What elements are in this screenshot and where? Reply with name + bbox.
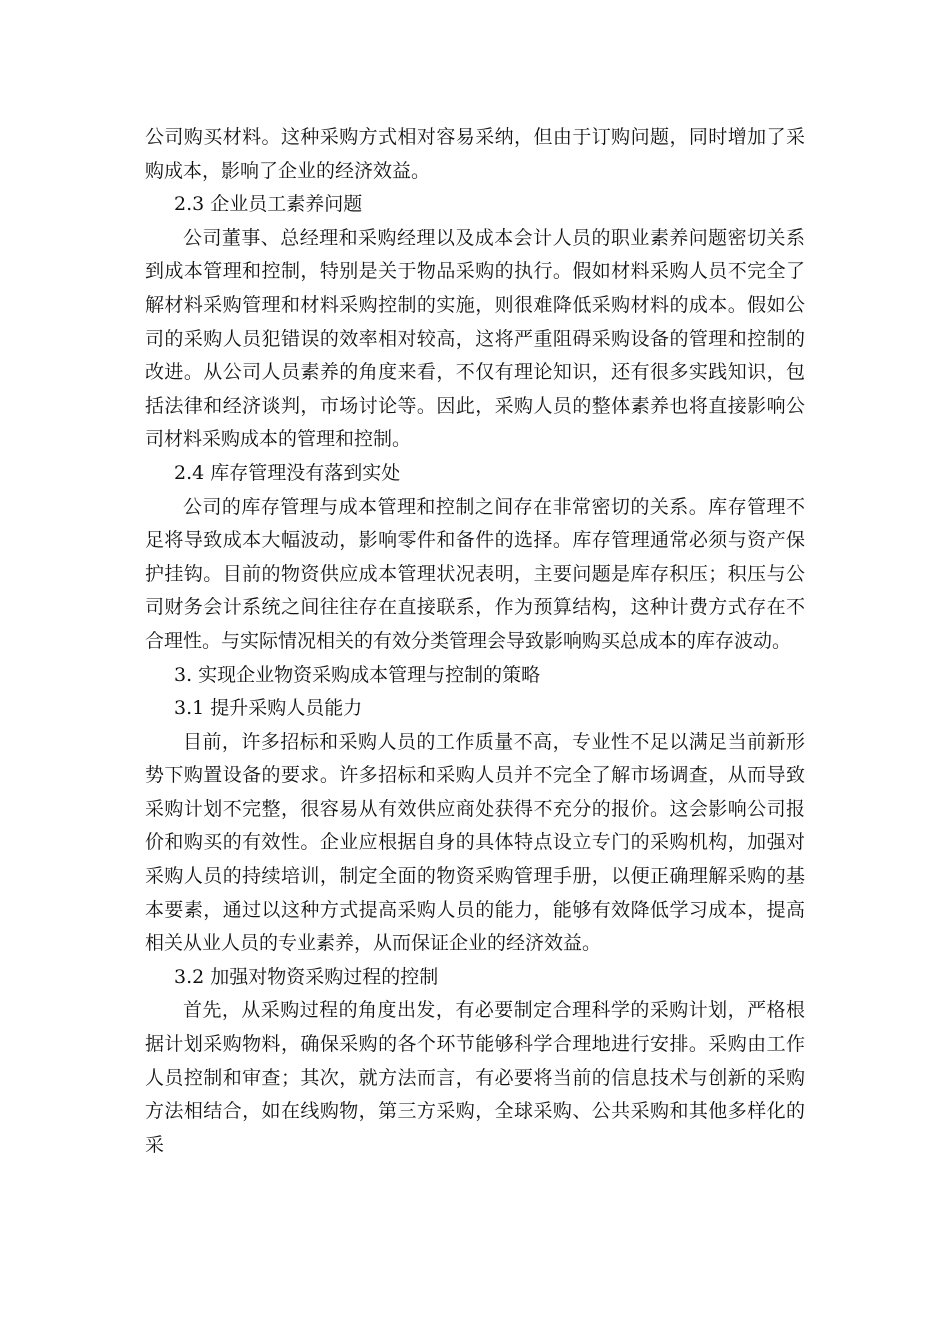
document-body (145, 121, 805, 1162)
paragraph-employee-quality: 公司董事、总经理和采购经理以及成本会计人员的职业素养问题密切关系到成本管理和控制，特别是关于物品采购的执行。假如材料采购人员不完全了解材料采购管理和材料采购控制的实施，则很难降低采购材料的成本。假如公司的采购人员犯错误的效率相对较高，这将严重阻碍采购设备的管理和控制的改进。从公司人员素养的角度来看，不仅有理论知识，还有很多实践知识，包括法律和经济谈判，市场讨论等。因此，采购人员的整体素养也将直接影响公司材料采购成本的管理和控制。 (145, 226, 805, 451)
section-heading-3-1: 3.1 提升采购人员能力 (174, 697, 363, 720)
paragraph-inventory-management: 公司的库存管理与成本管理和控制之间存在非常密切的关系。库存管理不足将导致成本大幅波动，影响零件和备件的选择。库存管理通常必须与资产保护挂钩。目前的物资供应成本管理状况表明，主要问题是库存积压；积压与公司财务会计系统之间往往存在直接联系，作为预算结构，这种计费方式存在不合理性。与实际情况相关的有效分类管理会导致影响购买总成本的库存波动。 (145, 495, 805, 652)
paragraph-process-control: 首先，从采购过程的角度出发，有必要制定合理科学的采购计划，严格根据计划采购物料，确保采购的各个环节能够科学合理地进行安排。采购由工作人员控制和审查；其次，就方法而言，有必要将当前的信息技术与创新的采购方法相结合，如在线购物，第三方采购，全球采购、公共采购和其他多样化的采 (145, 999, 805, 1156)
section-heading-2-3: 2.3 企业员工素养问题 (174, 193, 363, 216)
section-heading-3: 3. 实现企业物资采购成本管理与控制的策略 (174, 663, 541, 686)
section-heading-2-4: 2.4 库存管理没有落到实处 (174, 461, 401, 484)
paragraph-continued: 公司购买材料。这种采购方式相对容易采纳，但由于订购问题，同时增加了采购成本，影响了企业的经济效益。 (145, 126, 805, 182)
section-heading-3-2: 3.2 加强对物资采购过程的控制 (174, 965, 439, 988)
paragraph-staff-ability: 目前，许多招标和采购人员的工作质量不高，专业性不足以满足当前新形势下购置设备的要求。许多招标和采购人员并不完全了解市场调查，从而导致采购计划不完整，很容易从有效供应商处获得不充分的报价。这会影响公司报价和购买的有效性。企业应根据自身的具体特点设立专门的采购机构，加强对采购人员的持续培训，制定全面的物资采购管理手册，以便正确理解采购的基本要素，通过以这种方式提高采购人员的能力，能够有效降低学习成本，提高相关从业人员的专业素养，从而保证企业的经济效益。 (145, 730, 805, 955)
